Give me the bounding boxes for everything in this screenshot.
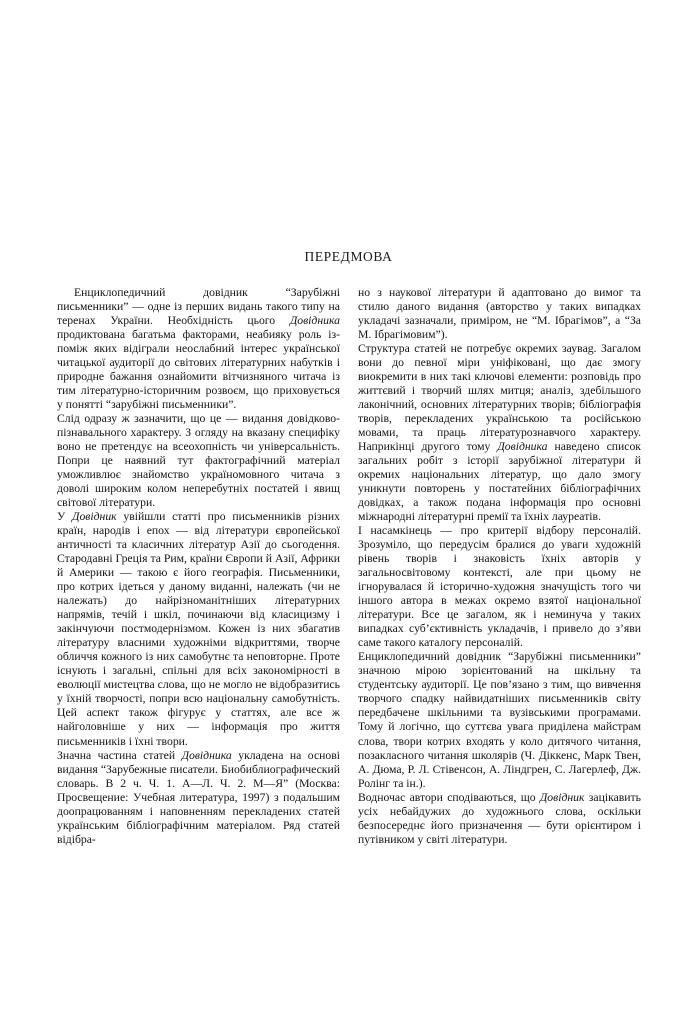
paragraph: Водночас автори сподіваються, що Довідник зацікавить усіх небайдужих до художнього слова, оскільки безпосереднє його призначення — бути орієнтиром і путівником у світі літератури.: [358, 790, 641, 846]
paragraph: І насамкінець — про критерії відбору персоналій. Зрозуміло, що передусім бралися до уваги художній рівень творів і знаковість їхніх авторів у загальносвітовому контексті, але при цьому не ігнорувалася й історично-художня значущість того чи іншого автора в межах окремо взятої національної літератури. Все це загалом, як і неминуча у таких випадках суб’єктивність укладачів, і привело до з’яви саме такого каталогу персоналій.: [358, 524, 641, 650]
italic-term: Довідника: [497, 440, 548, 454]
page-title: ПЕРЕДМОВА: [304, 249, 393, 265]
right-column: [358, 286, 641, 847]
paragraph: но з наукової літератури й адаптовано до вимог та стилю даного видання (авторство у таких випадках укладачі зазначали, приміром, не “М. Ібрагімов”, а “За М. Ібрагімовим”).: [358, 286, 641, 342]
italic-term: Довідника: [289, 314, 340, 328]
italic-term: Довідник: [72, 510, 117, 524]
paragraph: Енциклопедичний довідник “Зарубіжні письменники” значною мірою зорієнтований на шкільну та студентську аудиторії. Це пов’язано з тим, що вивчення творчого спадку найвидатніших письменників світу передбачене шкільними та вузівськими програмами. Тому й логічно, що суттєва увага приділена майстрам слова, твори котрих входять у коло дитячого читання, позакласного читання школярів (Ч. Діккенс, Марк Твен, А. Дюма, Р. Л. Стівенсон, А. Ліндгрен, С. Лагерлеф, Дж. Ролінг та ін.).: [358, 650, 641, 790]
paragraph: У Довідник увійшли статті про письменників різних країн, народів і епох — від літератури європейської античності та класичних літератур Азії до сьогодення. Стародавні Греція та Рим, країни Європи й Азії, Африки й Америки — такою є його географія. Письменники, про котрих ідеться у даному виданні, належать (чи не належать) до найрізноманітніших літературних напрямів, течій і шкіл, починаючи від класицизму і закінчуючи постмодернізмом. Кожен із них збагатив літературу власними художніми відкриттями, творче обличчя кожного із них самобутнє та неповторне. Проте існують і загальні, спільні для всіх закономірності в еволюції мистецтва слова, що не могло не відобразитись у їхній творчості, попри всю національну самобутність. Цей аспект також фігурує у статтях, але все ж найголовніше у них — інформація про життя письменників і їхні твори.: [57, 510, 340, 748]
paragraph: Енциклопедичний довідник “Зарубіжні письменники” — одне із перших видань такого типу на теренах України. Необхідність цього Довідника продиктована багатьма факторами, неабияку роль із-поміж яких відіграли неослабний інтерес української читацької аудиторії до світових літературних набутків і природне бажання ознайомити вітчизняного читача із тим літературно-історичним розвоєм, що приховується у понятті “зарубіжні письменники”.: [57, 286, 340, 412]
paragraph: Слід одразу ж зазначити, що це — видання довідково-пізнавального характеру. З огляду на вказану специфіку воно не претендує на всеохопність чи універсальність. Попри це наявний тут фактографічний матеріал уможливлює знайомство україномовного читача з доволі широким колом неперебутніх постатей і явищ світової літератури.: [57, 412, 340, 510]
italic-term: Довідник: [539, 790, 585, 804]
paragraph: Значна частина статей Довідника укладена на основі видання “Зарубежные писатели. Биобиблиографический словарь. В 2 ч. Ч. 1. А—Л. Ч. 2. М—Я” (Москва: Просвещение: Учебная литература, 1997) з подальшим доопрацюванням і наповненням перекладених статей українським бібліографічним матеріалом. Ряд статей відібра-: [57, 748, 340, 846]
paragraph: Структура статей не потребує окремих заувag. Загалом вони до певної міри уніфіковані, що дає змогу виокремити в них такі ключові елементи: розповідь про життєвий і творчий шлях митця; аналіз, здебільшого лаконічний, основних літературних творів; бібліографія творів, перекладених українською та російською мовами, та праць літературознавчого характеру. Наприкінці другого тому Довідника наведено список загальних робіт з історії зарубіжної літератури й окремих національних літератур, що дало змогу уникнути повторень у постатейних бібліографічних довідках, а також подана інформація про основні міжнародні літературні премії та їхніх лауреатів.: [358, 342, 641, 524]
left-column: [57, 286, 340, 847]
two-column-text-body: [57, 286, 640, 847]
italic-term: Довідника: [181, 748, 232, 762]
